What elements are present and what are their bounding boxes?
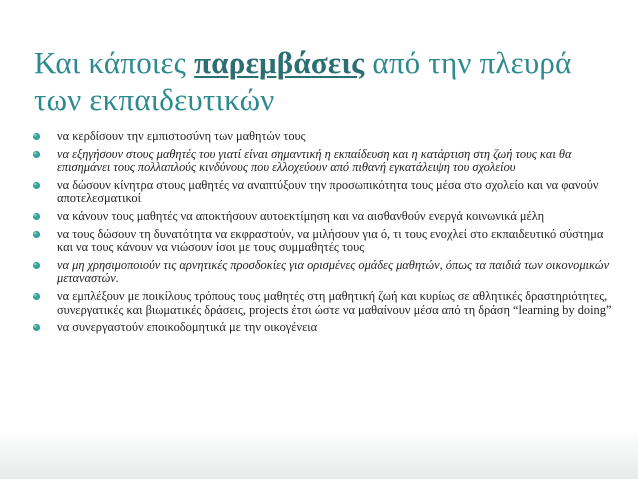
title-emphasis: παρεμβάσεις	[194, 45, 365, 80]
bullet-icon	[32, 212, 41, 221]
bullet-icon	[32, 150, 41, 159]
bullet-icon	[32, 230, 41, 239]
list-item-text: να μη χρησιμοποιούν τις αρνητικές προσδοκίες για ορισμένες ομάδες μαθητών, όπως τα παιδιά των οικονομικών μεταναστών.	[57, 257, 610, 286]
bullet-icon	[32, 181, 41, 190]
slide-title	[34, 44, 614, 118]
list-item	[32, 179, 622, 206]
bullet-icon	[32, 261, 41, 270]
list-item-text: να κάνουν τους μαθητές να αποκτήσουν αυτοεκτίμηση και να αισθανθούν ενεργά κοινωνικά μέλη	[57, 209, 545, 224]
list-item	[32, 228, 622, 255]
list-item	[32, 210, 622, 224]
list-item	[32, 259, 622, 286]
list-item	[32, 321, 622, 335]
list-item-text: να εμπλέξουν με ποικίλους τρόπους τους μαθητές στη μαθητική ζωή και κυρίως σε αθλητικές δραστηριότητες, συνεργατικές και βιωματικές δράσεις, projects έτσι ώστε να μαθαίνουν μέσα από τη δράση “learning by doing”	[57, 289, 612, 317]
list-item-text: να δώσουν κίνητρα στους μαθητές να αναπτύξουν την προσωπικότητα τους μέσα στο σχολείο και να φανούν αποτελεσματικοί	[57, 177, 599, 206]
list-item	[32, 290, 622, 317]
bullet-icon	[32, 292, 41, 301]
bullet-list	[32, 130, 622, 339]
slide-background-gradient	[0, 429, 638, 479]
title-part-2: από την πλευρά των εκπαιδευτικών	[34, 45, 572, 117]
bullet-icon	[32, 132, 41, 141]
list-item-text: να συνεργαστούν εποικοδομητικά με την οικογένεια	[57, 320, 318, 335]
list-item-text: να τους δώσουν τη δυνατότητα να εκφραστούν, να μιλήσουν για ό, τι τους ενοχλεί στο εκπαιδευτικό σύστημα και να τους κάνουν να νιώσουν ίσοι με τους συμμαθητές τους	[57, 226, 604, 255]
bullet-icon	[32, 323, 41, 332]
list-item	[32, 148, 622, 175]
list-item	[32, 130, 622, 144]
list-item-text: να εξηγήσουν στους μαθητές του γιατί είναι σημαντική η εκπαίδευση και η κατάρτιση στη ζωή τους και θα επισημάνει τους πολλαπλούς κινδύνους που ελλοχεύουν από πιθανή εγκατάλειψη του σχολείου	[57, 146, 572, 175]
title-part-1: Και κάποιες	[34, 45, 195, 80]
list-item-text: να κερδίσουν την εμπιστοσύνη των μαθητών τους	[57, 129, 306, 143]
